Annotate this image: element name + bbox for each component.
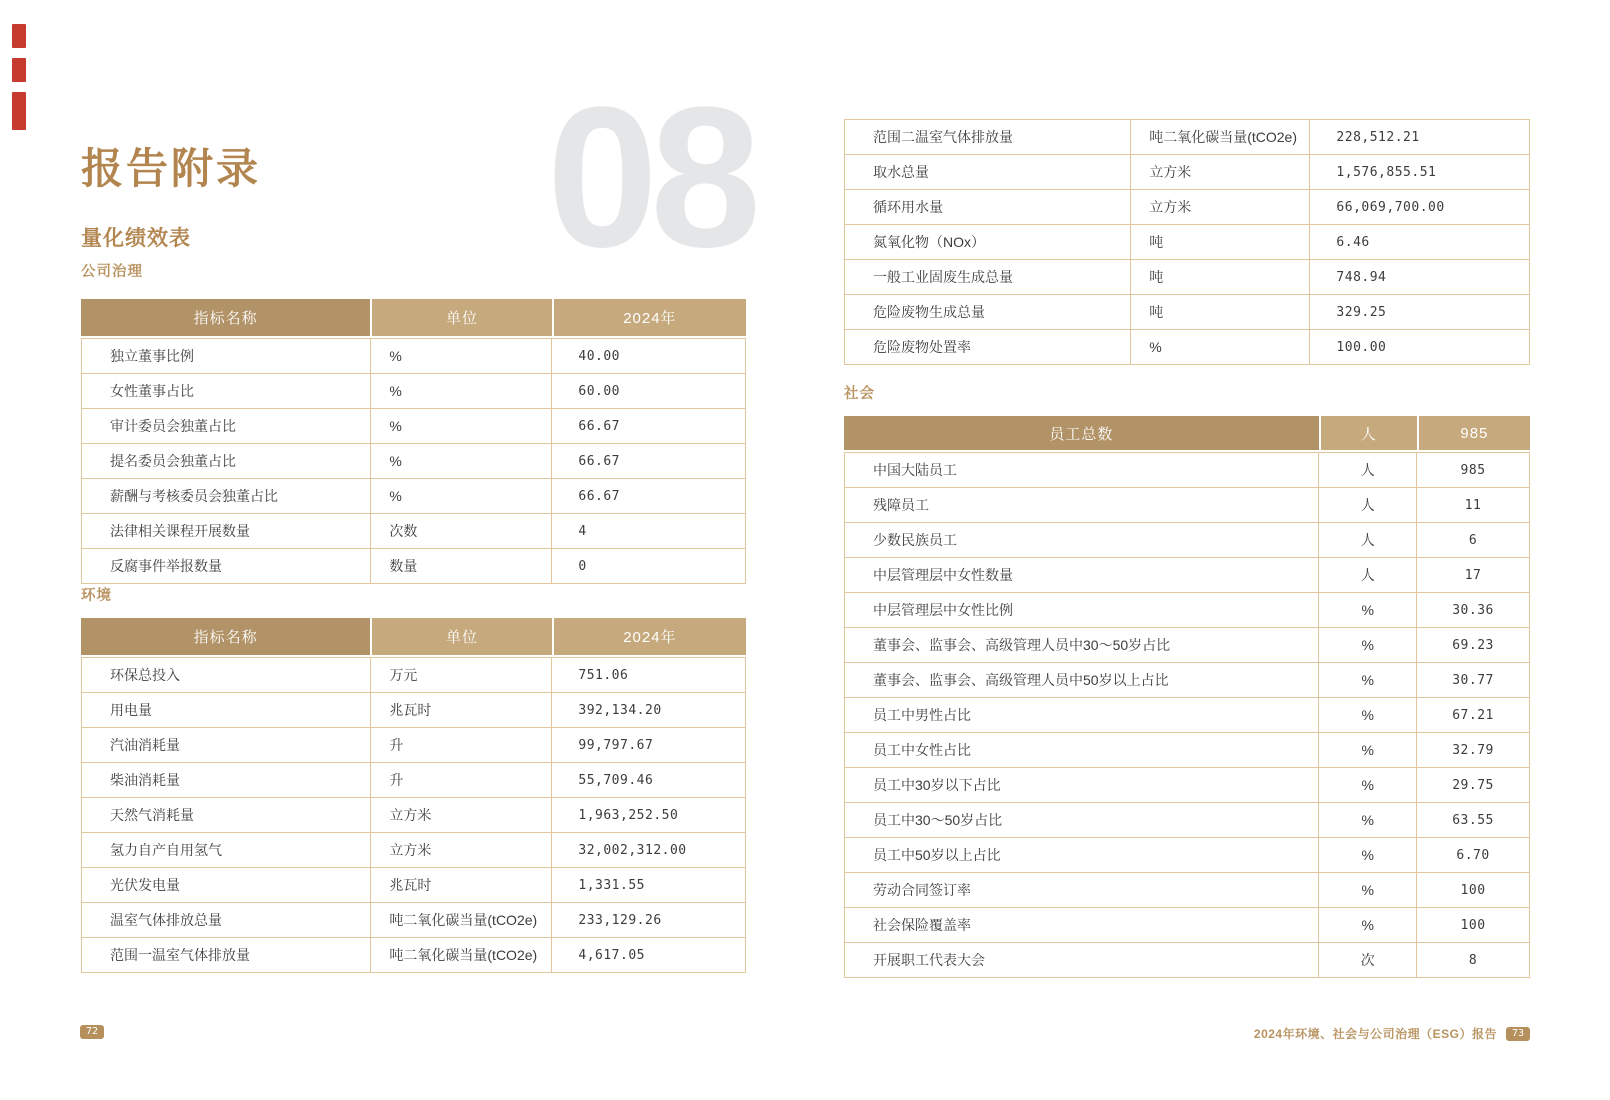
value-cell: 1,331.55	[551, 868, 745, 902]
table-body	[844, 452, 1530, 978]
indicator-cell: 温室气体排放总量	[110, 912, 222, 928]
unit-cell: 立方米	[1130, 155, 1309, 189]
header-cell: 985	[1417, 416, 1530, 450]
table-row	[845, 767, 1529, 802]
chapter-number: 08	[546, 66, 754, 289]
page-title: 报告附录	[81, 145, 262, 192]
table-row	[845, 907, 1529, 942]
indicator-cell: 中层管理层中女性数量	[873, 567, 1013, 583]
indicator-cell: 残障员工	[873, 497, 929, 513]
table-header-row	[81, 618, 746, 655]
table-row	[82, 692, 745, 727]
indicator-cell: 女性董事占比	[110, 383, 194, 399]
header-cell: 单位	[370, 618, 552, 655]
red-corner-mark	[12, 24, 26, 48]
indicator-cell: 范围一温室气体排放量	[110, 947, 250, 963]
page-number-badge-left: 72	[80, 1025, 104, 1039]
indicator-cell: 审计委员会独董占比	[110, 418, 236, 434]
unit-cell: %	[370, 444, 551, 478]
indicator-cell: 光伏发电量	[110, 877, 180, 893]
indicator-cell: 员工中50岁以上占比	[873, 847, 1001, 863]
table-row	[845, 592, 1529, 627]
unit-cell: %	[1318, 873, 1416, 907]
table-row	[82, 548, 745, 583]
table-row	[845, 627, 1529, 662]
value-cell: 66.67	[551, 444, 745, 478]
unit-cell: %	[370, 409, 551, 443]
red-corner-mark	[12, 92, 26, 130]
value-cell: 8	[1416, 943, 1529, 977]
header-cell: 2024年	[552, 618, 746, 655]
unit-cell: %	[1318, 663, 1416, 697]
value-cell: 99,797.67	[551, 728, 745, 762]
unit-cell: %	[1130, 330, 1309, 364]
page-number-badge-right: 73	[1506, 1027, 1530, 1041]
unit-cell: %	[1318, 803, 1416, 837]
unit-cell: 兆瓦时	[370, 693, 551, 727]
indicator-cell: 薪酬与考核委员会独董占比	[110, 488, 278, 504]
section-label-social: 社会	[844, 386, 875, 402]
table-body	[844, 119, 1530, 365]
value-cell: 32,002,312.00	[551, 833, 745, 867]
value-cell: 751.06	[551, 658, 745, 692]
table-row	[845, 732, 1529, 767]
value-cell: 748.94	[1309, 260, 1529, 294]
value-cell: 30.77	[1416, 663, 1529, 697]
header-cell: 2024年	[552, 299, 746, 336]
unit-cell: 人	[1318, 523, 1416, 557]
indicator-cell: 法律相关课程开展数量	[110, 523, 250, 539]
section-label-governance: 公司治理	[81, 264, 143, 280]
unit-cell: %	[1318, 733, 1416, 767]
table-row	[82, 373, 745, 408]
unit-cell: 兆瓦时	[370, 868, 551, 902]
value-cell: 329.25	[1309, 295, 1529, 329]
unit-cell: %	[1318, 838, 1416, 872]
unit-cell: 吨二氧化碳当量(tCO2e)	[1130, 120, 1309, 154]
value-cell: 4	[551, 514, 745, 548]
indicator-cell: 开展职工代表大会	[873, 952, 985, 968]
value-cell: 67.21	[1416, 698, 1529, 732]
unit-cell: 万元	[370, 658, 551, 692]
table-row	[82, 658, 745, 692]
table-row	[845, 189, 1529, 224]
table-row	[845, 294, 1529, 329]
table-row	[845, 872, 1529, 907]
unit-cell: 立方米	[1130, 190, 1309, 224]
governance-table	[81, 299, 746, 584]
value-cell: 1,576,855.51	[1309, 155, 1529, 189]
value-cell: 11	[1416, 488, 1529, 522]
table-body	[81, 657, 746, 973]
environment-table-continued	[844, 119, 1530, 365]
indicator-cell: 员工中男性占比	[873, 707, 971, 723]
table-row	[845, 154, 1529, 189]
indicator-cell: 员工中30岁以下占比	[873, 777, 1001, 793]
value-cell: 66.67	[551, 479, 745, 513]
table-row	[845, 557, 1529, 592]
unit-cell: 吨	[1130, 295, 1309, 329]
table-row	[845, 697, 1529, 732]
table-header-row	[844, 416, 1530, 450]
indicator-cell: 劳动合同签订率	[873, 882, 971, 898]
unit-cell: %	[1318, 908, 1416, 942]
unit-cell: %	[370, 479, 551, 513]
environment-table	[81, 618, 746, 973]
value-cell: 100	[1416, 908, 1529, 942]
indicator-cell: 氢力自产自用氢气	[110, 842, 222, 858]
table-row	[82, 478, 745, 513]
value-cell: 6	[1416, 523, 1529, 557]
value-cell: 985	[1416, 453, 1529, 487]
indicator-cell: 环保总投入	[110, 667, 180, 683]
indicator-cell: 用电量	[110, 702, 152, 718]
section-label-environment: 环境	[81, 588, 112, 604]
value-cell: 228,512.21	[1309, 120, 1529, 154]
table-row	[82, 797, 745, 832]
table-row	[845, 837, 1529, 872]
table-row	[82, 937, 745, 972]
indicator-cell: 危险废物生成总量	[873, 304, 985, 320]
value-cell: 40.00	[551, 339, 745, 373]
value-cell: 29.75	[1416, 768, 1529, 802]
header-cell: 指标名称	[81, 618, 370, 655]
indicator-cell: 范围二温室气体排放量	[873, 129, 1013, 145]
value-cell: 6.46	[1309, 225, 1529, 259]
indicator-cell: 天然气消耗量	[110, 807, 194, 823]
indicator-cell: 取水总量	[873, 164, 929, 180]
value-cell: 392,134.20	[551, 693, 745, 727]
unit-cell: %	[370, 339, 551, 373]
indicator-cell: 中层管理层中女性比例	[873, 602, 1013, 618]
value-cell: 32.79	[1416, 733, 1529, 767]
header-cell: 单位	[370, 299, 552, 336]
table-row	[82, 727, 745, 762]
unit-cell: 吨	[1130, 260, 1309, 294]
value-cell: 55,709.46	[551, 763, 745, 797]
unit-cell: 人	[1318, 488, 1416, 522]
value-cell: 60.00	[551, 374, 745, 408]
unit-cell: 立方米	[370, 833, 551, 867]
table-row	[82, 762, 745, 797]
header-cell: 指标名称	[81, 299, 370, 336]
footer-report-title: 2024年环境、社会与公司治理（ESG）报告	[1253, 1027, 1497, 1041]
footer-right	[1254, 1025, 1530, 1042]
table-body	[81, 338, 746, 584]
value-cell: 17	[1416, 558, 1529, 592]
table-row	[82, 867, 745, 902]
table-row	[845, 224, 1529, 259]
indicator-cell: 社会保险覆盖率	[873, 917, 971, 933]
indicator-cell: 少数民族员工	[873, 532, 957, 548]
indicator-cell: 独立董事比例	[110, 348, 194, 364]
table-row	[845, 942, 1529, 977]
unit-cell: 升	[370, 728, 551, 762]
table-row	[845, 662, 1529, 697]
unit-cell: %	[1318, 768, 1416, 802]
indicator-cell: 柴油消耗量	[110, 772, 180, 788]
table-row	[82, 832, 745, 867]
unit-cell: %	[1318, 593, 1416, 627]
value-cell: 0	[551, 549, 745, 583]
indicator-cell: 提名委员会独董占比	[110, 453, 236, 469]
table-row	[82, 902, 745, 937]
value-cell: 4,617.05	[551, 938, 745, 972]
value-cell: 100	[1416, 873, 1529, 907]
indicator-cell: 中国大陆员工	[873, 462, 957, 478]
unit-cell: 次数	[370, 514, 551, 548]
table-row	[845, 522, 1529, 557]
unit-cell: 人	[1318, 453, 1416, 487]
unit-cell: 吨二氧化碳当量(tCO2e)	[370, 903, 551, 937]
unit-cell: 升	[370, 763, 551, 797]
header-cell: 人	[1319, 416, 1417, 450]
indicator-cell: 危险废物处置率	[873, 339, 971, 355]
indicator-cell: 一般工业固废生成总量	[873, 269, 1013, 285]
unit-cell: %	[370, 374, 551, 408]
indicator-cell: 员工中女性占比	[873, 742, 971, 758]
value-cell: 66.67	[551, 409, 745, 443]
value-cell: 100.00	[1309, 330, 1529, 364]
table-row	[82, 513, 745, 548]
indicator-cell: 董事会、监事会、高级管理人员中30～50岁占比	[873, 637, 1171, 653]
indicator-cell: 循环用水量	[873, 199, 943, 215]
page-subtitle: 量化绩效表	[81, 227, 191, 250]
value-cell: 63.55	[1416, 803, 1529, 837]
value-cell: 233,129.26	[551, 903, 745, 937]
value-cell: 1,963,252.50	[551, 798, 745, 832]
table-header-row	[81, 299, 746, 336]
table-row	[845, 120, 1529, 154]
table-row	[845, 802, 1529, 837]
table-row	[845, 259, 1529, 294]
value-cell: 66,069,700.00	[1309, 190, 1529, 224]
unit-cell: 立方米	[370, 798, 551, 832]
indicator-cell: 员工中30～50岁占比	[873, 812, 1003, 828]
value-cell: 6.70	[1416, 838, 1529, 872]
unit-cell: 吨	[1130, 225, 1309, 259]
value-cell: 30.36	[1416, 593, 1529, 627]
table-row	[845, 487, 1529, 522]
unit-cell: 数量	[370, 549, 551, 583]
unit-cell: %	[1318, 628, 1416, 662]
indicator-cell: 汽油消耗量	[110, 737, 180, 753]
header-cell: 员工总数	[844, 416, 1319, 450]
unit-cell: 次	[1318, 943, 1416, 977]
table-row	[845, 453, 1529, 487]
unit-cell: %	[1318, 698, 1416, 732]
social-table	[844, 416, 1530, 978]
table-row	[82, 339, 745, 373]
indicator-cell: 董事会、监事会、高级管理人员中50岁以上占比	[873, 672, 1169, 688]
table-row	[82, 443, 745, 478]
unit-cell: 吨二氧化碳当量(tCO2e)	[370, 938, 551, 972]
table-row	[845, 329, 1529, 364]
value-cell: 69.23	[1416, 628, 1529, 662]
table-row	[82, 408, 745, 443]
indicator-cell: 氮氧化物（NOx）	[873, 234, 985, 250]
red-corner-mark	[12, 58, 26, 82]
unit-cell: 人	[1318, 558, 1416, 592]
indicator-cell: 反腐事件举报数量	[110, 558, 222, 574]
